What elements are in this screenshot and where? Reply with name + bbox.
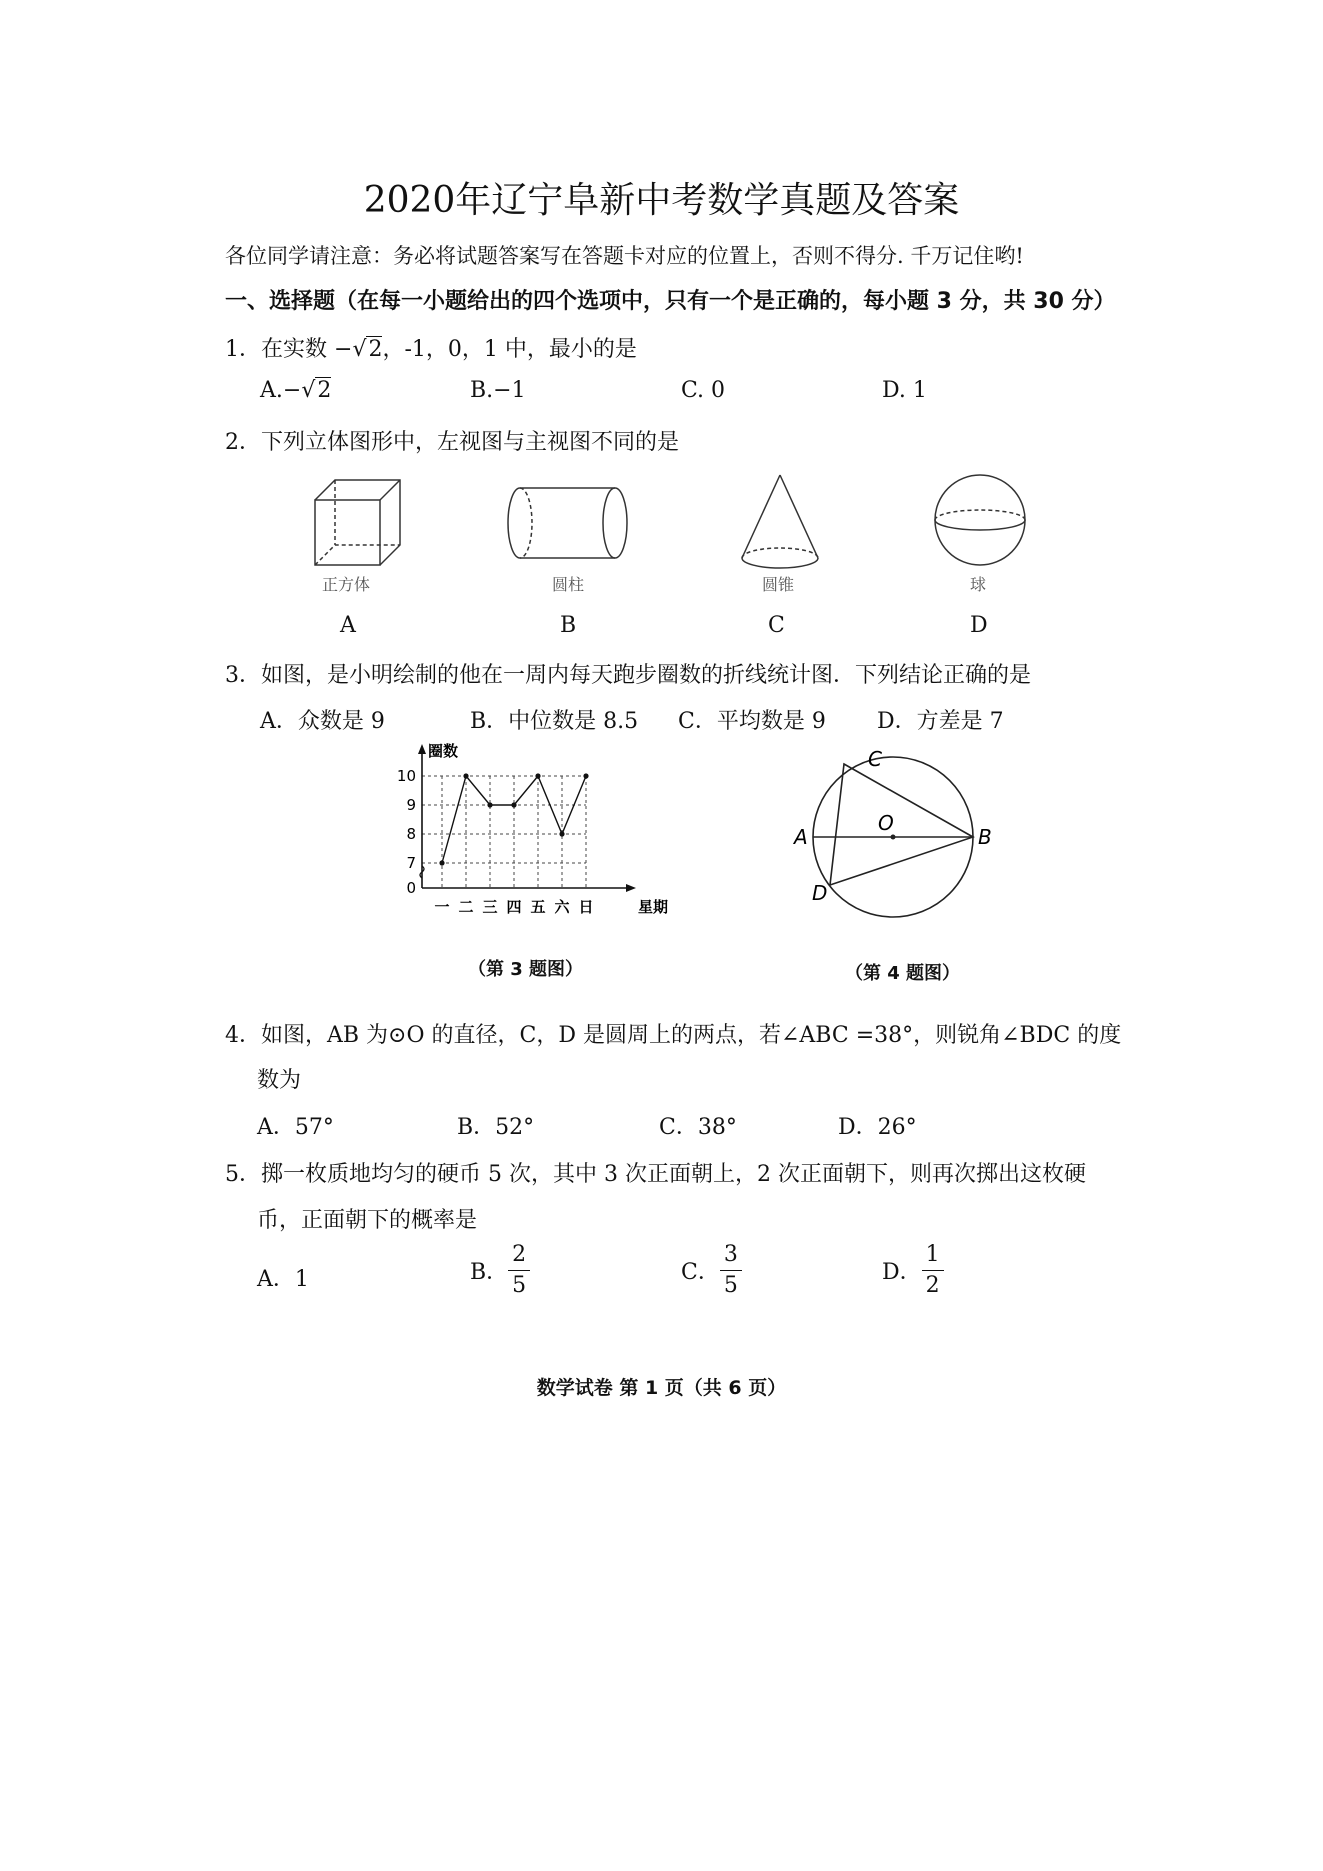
page-title: 2020年辽宁阜新中考数学真题及答案 <box>363 180 960 221</box>
q1-stem-b: ，-1，0，1 中，最小的是 <box>382 337 637 362</box>
shape-label-cylinder: 圆柱 <box>552 575 585 594</box>
x-tick-label: 六 <box>554 898 570 916</box>
point-label-c: C <box>868 747 882 771</box>
q2-option-b: B <box>560 613 577 638</box>
shape-label-cube: 正方体 <box>322 575 371 594</box>
q2-solid-figures <box>300 470 1060 590</box>
q3-option-d: D．方差是 7 <box>877 709 1004 734</box>
point-label-b: B <box>978 825 992 849</box>
q1-option-c: C. 0 <box>681 378 726 403</box>
q4-option-c: C．38° <box>659 1115 737 1140</box>
data-point <box>535 773 540 778</box>
q4-figure-caption: （第 4 题图） <box>845 963 961 984</box>
q4-option-a: A．57° <box>257 1115 334 1140</box>
q1-option-a: A.−√2 <box>260 378 332 403</box>
center-point <box>891 835 896 840</box>
y-tick-label: 7 <box>406 854 416 872</box>
x-tick-label: 五 <box>530 898 546 916</box>
q5-option-a: A．1 <box>257 1267 309 1292</box>
cone-figure <box>742 475 818 568</box>
data-point <box>583 773 588 778</box>
page-footer: 数学试卷 第 1 页（共 6 页） <box>536 1377 787 1399</box>
data-point <box>511 802 516 807</box>
y-tick-label: 9 <box>406 796 416 814</box>
x-tick-label: 二 <box>458 898 474 916</box>
question-5-stem-line1: 5．掷一枚质地均匀的硬币 5 次，其中 3 次正面朝上，2 次正面朝下，则再次掷出这枚硬 <box>225 1162 1086 1187</box>
point-label-a: A <box>794 825 808 849</box>
cube-figure <box>315 480 400 565</box>
chart-y-axis-label: 圈数 <box>428 742 459 760</box>
q5-option-c: C． $\frac{3}{5}$ <box>681 1240 742 1301</box>
q3-option-b: B．中位数是 8.5 <box>470 709 639 734</box>
y-tick-label: 0 <box>406 879 416 897</box>
data-point <box>487 802 492 807</box>
q5-option-d: D． $\frac{1}{2}$ <box>882 1240 944 1301</box>
question-2-stem: 2．下列立体图形中，左视图与主视图不同的是 <box>225 430 679 455</box>
point-label-d: D <box>812 881 828 905</box>
shape-label-cone: 圆锥 <box>762 575 795 594</box>
point-label-o: O <box>878 811 894 835</box>
q4-option-b: B．52° <box>457 1115 535 1140</box>
section-heading: 一、选择题（在每一小题给出的四个选项中，只有一个是正确的，每小题 3 分，共 30 分） <box>225 289 1116 314</box>
q1-option-b: B.−1 <box>470 378 526 403</box>
question-5-stem-line2: 币，正面朝下的概率是 <box>257 1208 478 1233</box>
q5-option-b: B． $\frac{2}{5}$ <box>470 1240 530 1301</box>
question-1-stem: 1．在实数 −√2，-1，0，1 中，最小的是 <box>225 337 637 362</box>
q1-option-d: D. 1 <box>882 378 927 403</box>
q3-line-chart <box>380 738 700 928</box>
question-4-stem-line1: 4．如图，AB 为⊙O 的直径，C，D 是圆周上的两点，若∠ABC =38°，则锐角∠BDC 的度 <box>225 1023 1122 1048</box>
cylinder-figure <box>508 488 627 558</box>
chart-axes <box>418 744 636 892</box>
q3-option-c: C．平均数是 9 <box>678 709 826 734</box>
q1-stem-sqrt: 2 <box>368 337 383 362</box>
data-point <box>463 773 468 778</box>
x-tick-label: 日 <box>578 898 594 916</box>
q2-option-c: C <box>768 613 785 638</box>
q2-option-d: D <box>970 613 988 638</box>
x-tick-label: 三 <box>482 898 498 916</box>
chart-ticks <box>397 767 594 916</box>
chart-x-axis-label: 星期 <box>638 898 669 916</box>
x-tick-label: 四 <box>506 898 522 916</box>
x-tick-label: 一 <box>434 898 450 916</box>
q2-option-a: A <box>340 613 356 638</box>
q3-option-a: A．众数是 9 <box>260 709 385 734</box>
data-point <box>559 831 564 836</box>
y-tick-label: 10 <box>396 767 416 785</box>
y-tick-label: 8 <box>406 825 416 843</box>
q4-circle-figure <box>794 742 1000 922</box>
q4-option-d: D．26° <box>838 1115 917 1140</box>
sphere-figure <box>935 475 1025 565</box>
shape-label-sphere: 球 <box>970 575 987 594</box>
exam-notice: 各位同学请注意：务必将试题答案写在答题卡对应的位置上，否则不得分. 千万记住哟! <box>225 244 1024 268</box>
x-axis-arrow <box>626 884 636 892</box>
question-4-stem-line2: 数为 <box>257 1068 302 1093</box>
y-axis-arrow <box>418 744 426 754</box>
data-point <box>439 860 444 865</box>
q1-stem-a: 1．在实数 − <box>225 337 353 362</box>
question-3-stem: 3．如图，是小明绘制的他在一周内每天跑步圈数的折线统计图．下列结论正确的是 <box>225 663 1031 688</box>
q3-figure-caption: （第 3 题图） <box>468 959 584 980</box>
